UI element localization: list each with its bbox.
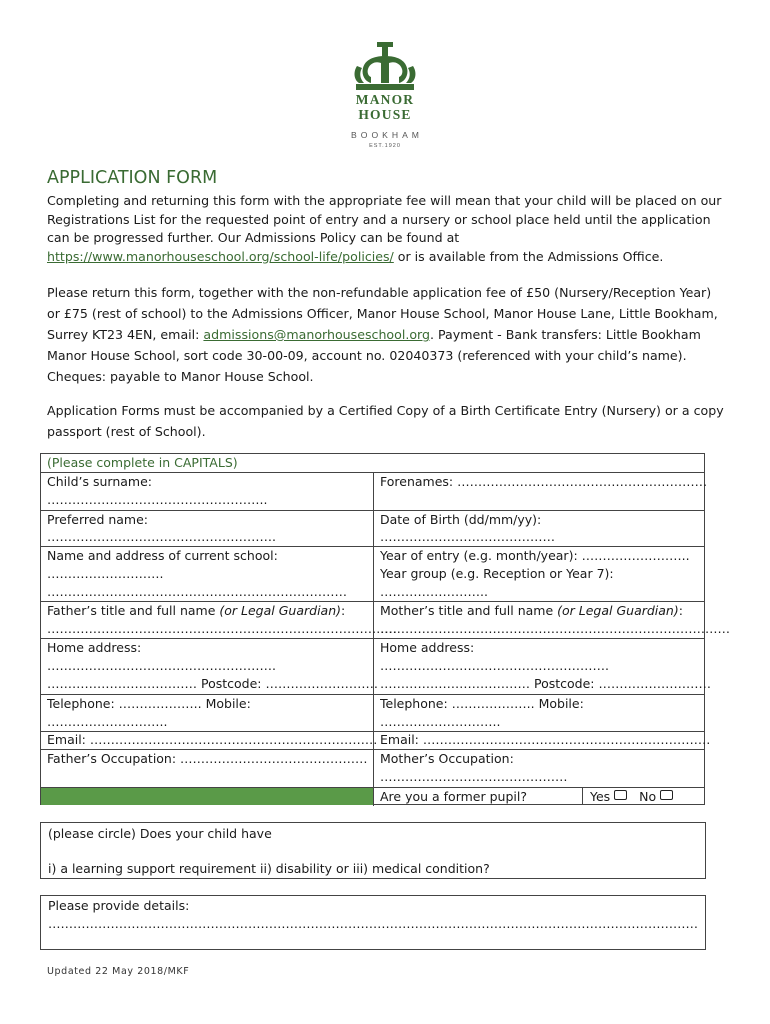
green-filled-cell: [41, 788, 373, 805]
footer-updated: Updated 22 May 2018/MKF: [47, 966, 190, 977]
mother-name-field[interactable]: …………………………………………………………………………: [380, 621, 730, 636]
column-divider: [373, 472, 374, 806]
preferred-name-label: Preferred name:: [47, 512, 149, 527]
logo-est: EST.1920: [369, 143, 401, 149]
father-mobile-field[interactable]: ………………………..: [47, 714, 168, 729]
mother-postcode-field[interactable]: ……………………………… Postcode: ………………………: [380, 676, 711, 691]
current-school-address-field[interactable]: ………………………………………………………………: [47, 584, 347, 599]
fee-after: . Payment - Bank transfers: Little Bookham Manor House School, sort code 30-00-09, account no. 02040373 (referenced with your child’s name). Cheques: payable to Manor House School.: [47, 327, 701, 384]
surname-label: Child’s surname:: [47, 474, 153, 489]
year-group-field[interactable]: ……………………..: [380, 584, 488, 599]
fee-paragraph: [47, 282, 727, 387]
former-pupil-divider: [582, 788, 583, 805]
current-school-field[interactable]: ……………………….: [47, 566, 164, 581]
father-home-address-field[interactable]: ……………………………………………….: [47, 658, 276, 673]
year-of-entry-field[interactable]: Year of entry (e.g. month/year): ……………………..: [380, 548, 690, 563]
mother-guardian-note: (or Legal Guardian): [557, 603, 679, 618]
mother-home-address-label: Home address:: [380, 640, 475, 655]
yes-checkbox[interactable]: [614, 790, 627, 800]
yes-label: Yes: [590, 789, 611, 804]
intro-text: Completing and returning this form with the appropriate fee will mean that your child will be placed on our Registrations List for the requested point of entry and a nursery or school place held until the application can be progressed further. Our Admissions Policy can be found at: [47, 193, 722, 245]
application-details-table: [40, 453, 730, 805]
father-home-address-label: Home address:: [47, 640, 142, 655]
form-title: APPLICATION FORM: [47, 168, 218, 188]
certificate-paragraph: Application Forms must be accompanied by a Certified Copy of a Birth Certificate Entry (Nursery) or a copy passport (rest of School).: [47, 403, 724, 439]
surname-field[interactable]: ……………………………………………..: [47, 492, 268, 507]
father-guardian-note: (or Legal Guardian): [219, 603, 341, 618]
details-box: [40, 895, 706, 950]
logo-text-manor: MANOR: [355, 92, 415, 107]
school-logo: [338, 42, 432, 149]
capitals-hint: (Please complete in CAPITALS): [47, 455, 238, 470]
dob-field[interactable]: ……………………………………: [380, 529, 555, 544]
support-options[interactable]: i) a learning support requirement ii) disability or iii) medical condition?: [48, 861, 490, 876]
support-needs-box: [40, 822, 706, 879]
mother-title-text: Mother’s title and full name: [380, 603, 558, 618]
father-colon: :: [341, 603, 346, 618]
year-group-label: Year group (e.g. Reception or Year 7):: [380, 566, 614, 581]
mother-name-label: [380, 602, 683, 620]
father-occupation-field[interactable]: Father’s Occupation: ………………………………………: [47, 751, 368, 766]
dob-label: Date of Birth (dd/mm/yy):: [380, 512, 542, 527]
crown-crest-icon: [351, 42, 419, 92]
mother-occupation-field[interactable]: ………………………………………: [380, 769, 568, 784]
mother-colon: :: [678, 603, 683, 618]
mother-telephone-field[interactable]: Telephone: ……………….. Mobile:: [380, 696, 584, 711]
former-pupil-options: [590, 788, 673, 806]
former-pupil-label: Are you a former pupil?: [380, 789, 527, 804]
forenames-field[interactable]: Forenames: ……………………………………………………: [380, 474, 708, 489]
intro-after: or is available from the Admissions Office.: [393, 248, 664, 264]
mother-mobile-field[interactable]: ………………………..: [380, 714, 501, 729]
father-email-field[interactable]: Email: ……………………………………………………………: [47, 732, 378, 747]
mother-occupation-label: Mother’s Occupation:: [380, 751, 514, 766]
no-checkbox[interactable]: [660, 790, 673, 800]
fee-text: Please return this form, together with the non-refundable application fee of £50 (Nursery/Reception Year) or £75 (rest of school) to the Admissions Officer, Manor House School, Manor House Lane, Little Bookham, Surrey KT23 4EN, email:: [47, 285, 718, 342]
intro-paragraph: [47, 192, 727, 266]
mother-home-address-field[interactable]: ……………………………………………….: [380, 658, 609, 673]
no-label: No: [639, 789, 657, 804]
father-name-field[interactable]: …………………………………………………………………………: [47, 621, 397, 636]
current-school-label: Name and address of current school:: [47, 548, 278, 563]
father-title-text: Father’s title and full name: [47, 603, 220, 618]
logo-text-house: HOUSE: [358, 107, 412, 122]
father-postcode-field[interactable]: ……………………………… Postcode: ………………………: [47, 676, 378, 691]
support-question: (please circle) Does your child have: [48, 826, 272, 841]
preferred-name-field[interactable]: ……………………………………………….: [47, 529, 276, 544]
admissions-email-link[interactable]: admissions@manorhouseschool.org: [203, 327, 431, 342]
logo-text-bookham: BOOKHAM: [351, 130, 423, 140]
father-name-label: [47, 602, 345, 620]
details-field[interactable]: …………………………………………………………………………………………………………………………………………: [48, 916, 698, 931]
father-telephone-field[interactable]: Telephone: ……………….. Mobile:: [47, 696, 251, 711]
mother-email-field[interactable]: Email: ……………………………………………………………: [380, 732, 711, 747]
details-label: Please provide details:: [48, 898, 190, 913]
policies-link[interactable]: https://www.manorhouseschool.org/school-life/policies/: [47, 248, 394, 264]
